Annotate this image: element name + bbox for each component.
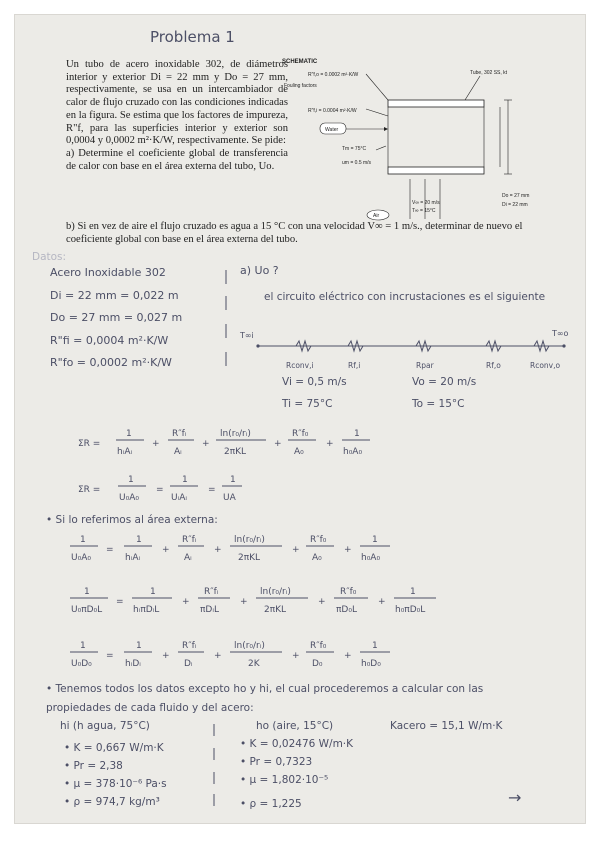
svg-text:+: + bbox=[240, 597, 248, 607]
svg-text:UA: UA bbox=[223, 493, 236, 503]
next-page-arrow: → bbox=[508, 788, 522, 807]
svg-text:R″fᵢ: R″fᵢ bbox=[182, 641, 197, 651]
fig-water: Water bbox=[325, 127, 339, 133]
ho-prop: • K = 0,02476 W/m·K bbox=[240, 738, 354, 750]
part-a-heading: a) Uo ? bbox=[240, 264, 279, 277]
hi-prop: • Pr = 2,38 bbox=[64, 760, 123, 772]
r-conv-i: Rconv,i bbox=[286, 361, 314, 370]
fig-air: Air bbox=[373, 213, 380, 219]
svg-text:R″fᵢ: R″fᵢ bbox=[172, 429, 187, 439]
equation-ua bbox=[70, 468, 330, 510]
svg-text:Aᵢ: Aᵢ bbox=[184, 553, 192, 563]
ho-prop: • Pr = 0,7323 bbox=[240, 756, 313, 768]
svg-text:1: 1 bbox=[372, 641, 378, 651]
svg-text:1: 1 bbox=[230, 475, 236, 485]
svg-text:h₀D₀: h₀D₀ bbox=[361, 659, 381, 669]
svg-text:A₀: A₀ bbox=[312, 553, 322, 563]
ti-value: Ti = 75°C bbox=[282, 398, 333, 410]
svg-text:1: 1 bbox=[372, 535, 378, 545]
svg-text:hᵢAᵢ: hᵢAᵢ bbox=[117, 447, 133, 457]
svg-text:2πKL: 2πKL bbox=[224, 447, 247, 457]
svg-text:=: = bbox=[106, 545, 114, 555]
equation-pi-dl bbox=[64, 580, 504, 624]
r-fi: Rf,i bbox=[348, 361, 361, 370]
fig-tinf: T∞ = 15°C bbox=[412, 208, 436, 214]
svg-text:=: = bbox=[208, 485, 216, 495]
to-value: To = 15°C bbox=[412, 398, 465, 410]
hi-prop: • K = 0,667 W/m·K bbox=[64, 742, 164, 754]
svg-text:πDᵢL: πDᵢL bbox=[200, 605, 219, 615]
fig-schematic-label: SCHEMATIC bbox=[282, 59, 318, 65]
ref-area-text: • Si lo referimos al área externa: bbox=[46, 514, 218, 526]
svg-text:1: 1 bbox=[126, 429, 132, 439]
svg-text:1: 1 bbox=[128, 475, 134, 485]
vo-value: Vo = 20 m/s bbox=[412, 376, 477, 388]
svg-text:=: = bbox=[106, 651, 114, 661]
svg-text:+: + bbox=[214, 545, 222, 555]
svg-text:+: + bbox=[344, 651, 352, 661]
fig-fouling-label: Fouling factors bbox=[284, 83, 317, 89]
fig-rfi: R"f,i = 0.0004 m²·K/W bbox=[308, 108, 357, 114]
circuit-text: el circuito eléctrico con incrustaciones es el siguiente bbox=[264, 291, 546, 303]
problem-statement bbox=[66, 59, 288, 173]
heat-exchanger-schematic bbox=[280, 54, 560, 222]
ho-prop: • μ = 1,802·10⁻⁵ bbox=[240, 774, 329, 786]
svg-text:h₀A₀: h₀A₀ bbox=[343, 447, 363, 457]
svg-text:+: + bbox=[326, 439, 334, 449]
svg-text:1: 1 bbox=[136, 641, 142, 651]
fig-tm: Tm = 75°C bbox=[342, 146, 367, 152]
fig-rfo: R"f,o = 0.0002 m²·K/W bbox=[308, 72, 359, 78]
svg-text:ln(r₀/rᵢ): ln(r₀/rᵢ) bbox=[260, 587, 291, 597]
svg-text:2πKL: 2πKL bbox=[264, 605, 287, 615]
r-conv-o: Rconv,o bbox=[530, 361, 561, 370]
svg-text:=: = bbox=[156, 485, 164, 495]
svg-text:hᵢDᵢ: hᵢDᵢ bbox=[125, 659, 141, 669]
svg-text:UᵢAᵢ: UᵢAᵢ bbox=[171, 493, 187, 503]
svg-text:+: + bbox=[292, 651, 300, 661]
svg-text:R″fᵢ: R″fᵢ bbox=[204, 587, 219, 597]
svg-text:hᵢAᵢ: hᵢAᵢ bbox=[125, 553, 141, 563]
di-value: Di = 22 mm = 0,022 m bbox=[50, 289, 179, 302]
svg-text:+: + bbox=[202, 439, 210, 449]
svg-text:1: 1 bbox=[354, 429, 360, 439]
statement-paragraph: Un tubo de acero inoxidable 302, de diámetros interior y exterior Di = 22 mm y Do = 27 mm, respectivamente, se usa en un intercambiador de calor de flujo cruzado con las condiciones indicadas en la figura. Se estima que los factores de impureza, R"f, para las superficies interior y exterior son 0,0004 y 0,0002 m²·K/W, respectivamente. Se pide: bbox=[66, 59, 288, 147]
svg-text:+: + bbox=[378, 597, 386, 607]
fig-um: um = 0.5 m/s bbox=[342, 160, 372, 166]
svg-text:1: 1 bbox=[84, 587, 90, 597]
rfi-value: R"fi = 0,0004 m²·K/W bbox=[50, 334, 169, 347]
svg-text:h₀A₀: h₀A₀ bbox=[361, 553, 381, 563]
fig-di: Di = 22 mm bbox=[502, 202, 528, 208]
ho-prop: • ρ = 1,225 bbox=[240, 798, 302, 810]
svg-text:hᵢπDᵢL: hᵢπDᵢL bbox=[133, 605, 160, 615]
svg-text:R″f₀: R″f₀ bbox=[310, 641, 327, 651]
svg-text:U₀πD₀L: U₀πD₀L bbox=[71, 605, 103, 615]
svg-text:1: 1 bbox=[182, 475, 188, 485]
svg-text:1: 1 bbox=[410, 587, 416, 597]
fig-do: Do = 27 mm bbox=[502, 193, 530, 199]
fig-vinf: V∞ = 20 m/s bbox=[412, 200, 440, 206]
svg-text:Dᵢ: Dᵢ bbox=[184, 659, 193, 669]
equation-uoao bbox=[64, 528, 444, 572]
svg-text:+: + bbox=[318, 597, 326, 607]
svg-text:U₀A₀: U₀A₀ bbox=[71, 553, 91, 563]
separator-bars bbox=[222, 266, 230, 376]
svg-text:U₀D₀: U₀D₀ bbox=[71, 659, 92, 669]
svg-text:ln(r₀/rᵢ): ln(r₀/rᵢ) bbox=[234, 535, 265, 545]
svg-text:+: + bbox=[152, 439, 160, 449]
svg-text:R″f₀: R″f₀ bbox=[310, 535, 327, 545]
props-separator bbox=[210, 720, 218, 810]
equation-uodo bbox=[64, 634, 444, 678]
svg-text:R″f₀: R″f₀ bbox=[340, 587, 357, 597]
svg-text:+: + bbox=[162, 545, 170, 555]
t-inf-o: T∞o bbox=[552, 329, 569, 338]
do-value: Do = 27 mm = 0,027 m bbox=[50, 311, 183, 324]
hi-heading: hi (h agua, 75°C) bbox=[60, 720, 150, 732]
svg-text:U₀A₀: U₀A₀ bbox=[119, 493, 139, 503]
thermal-circuit bbox=[240, 326, 574, 376]
item-a: a) Determine el coeficiente global de transferencia de calor con base en el área externa del tubo, Uo. bbox=[66, 147, 288, 172]
svg-text:1: 1 bbox=[80, 641, 86, 651]
problem-title: Problema 1 bbox=[150, 28, 235, 46]
todos-text: • Tenemos todos los datos excepto ho y hi, el cual procederemos a calcular con las propiedades de cada fluido y del acero: bbox=[46, 683, 484, 714]
ho-heading: ho (aire, 15°C) bbox=[256, 720, 334, 732]
tube-bottom-wall bbox=[388, 167, 484, 174]
item-b: b) Si en vez de aire el flujo cruzado es agua a 15 °C con una velocidad V∞ = 1 m/s., determinar de nuevo el coeficiente global con base en el área externa del tubo. bbox=[66, 221, 523, 245]
r-par: Rpar bbox=[416, 361, 434, 370]
eq1-lhs: ΣR = bbox=[78, 439, 101, 449]
svg-text:2πKL: 2πKL bbox=[238, 553, 261, 563]
vi-value: Vi = 0,5 m/s bbox=[282, 376, 347, 388]
svg-text:+: + bbox=[162, 651, 170, 661]
svg-text:+: + bbox=[182, 597, 190, 607]
svg-text:+: + bbox=[292, 545, 300, 555]
svg-text:2K: 2K bbox=[248, 659, 260, 669]
rfo-value: R"fo = 0,0002 m²·K/W bbox=[50, 356, 172, 369]
equation-sum-resistances bbox=[70, 418, 430, 466]
steel-label: Acero Inoxidable 302 bbox=[50, 266, 166, 279]
notebook-page bbox=[14, 14, 586, 824]
t-inf-i: T∞i bbox=[240, 331, 254, 340]
r-fo: Rf,o bbox=[486, 361, 501, 370]
svg-text:D₀: D₀ bbox=[312, 659, 323, 669]
svg-text:Aᵢ: Aᵢ bbox=[174, 447, 182, 457]
svg-text:1: 1 bbox=[150, 587, 156, 597]
svg-text:ln(r₀/rᵢ): ln(r₀/rᵢ) bbox=[220, 429, 251, 439]
svg-text:A₀: A₀ bbox=[294, 447, 304, 457]
svg-text:+: + bbox=[214, 651, 222, 661]
svg-text:ln(r₀/rᵢ): ln(r₀/rᵢ) bbox=[234, 641, 265, 651]
hi-prop: • ρ = 974,7 kg/m³ bbox=[64, 796, 160, 808]
svg-text:πD₀L: πD₀L bbox=[336, 605, 357, 615]
eq2-lhs: ΣR = bbox=[78, 485, 101, 495]
svg-text:=: = bbox=[116, 597, 124, 607]
svg-text:+: + bbox=[274, 439, 282, 449]
svg-text:R″f₀: R″f₀ bbox=[292, 429, 309, 439]
hi-prop: • μ = 378·10⁻⁶ Pa·s bbox=[64, 778, 167, 790]
svg-text:1: 1 bbox=[136, 535, 142, 545]
tube-top-wall bbox=[388, 100, 484, 107]
svg-text:R″fᵢ: R″fᵢ bbox=[182, 535, 197, 545]
k-acero: Kacero = 15,1 W/m·K bbox=[390, 720, 503, 732]
fig-tube: Tube, 302 SS, kt bbox=[470, 70, 508, 76]
svg-text:h₀πD₀L: h₀πD₀L bbox=[395, 605, 426, 615]
svg-text:+: + bbox=[344, 545, 352, 555]
svg-text:1: 1 bbox=[80, 535, 86, 545]
datos-label: Datos: bbox=[32, 251, 67, 263]
